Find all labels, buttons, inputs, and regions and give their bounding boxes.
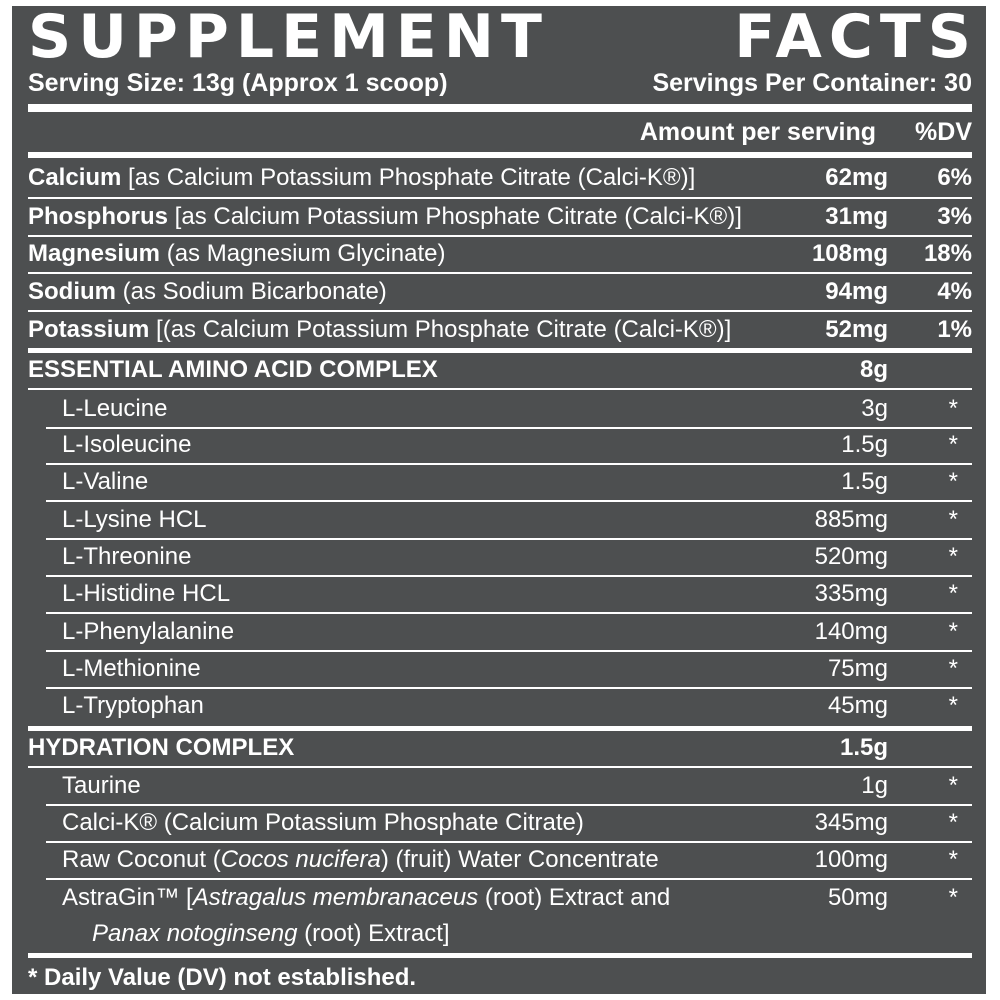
- name-part: (root) Extract and: [478, 884, 671, 911]
- ingredient-amount: 100mg: [814, 846, 888, 873]
- complex-name: ESSENTIAL AMINO ACID COMPLEX: [28, 356, 438, 383]
- amount-header: Amount per serving: [639, 118, 876, 146]
- ingredient-amount: 50mg: [827, 884, 888, 911]
- ingredient-name: L-Methionine: [62, 655, 201, 682]
- nutrient-amount: 94mg: [825, 278, 888, 305]
- ingredient-amount: 1.5g: [841, 431, 888, 458]
- nutrient-row-potassium: [28, 312, 972, 348]
- nutrient-source: (as Sodium Bicarbonate): [116, 278, 387, 305]
- ingredient-dv: *: [948, 846, 958, 873]
- ingredient-amount: 140mg: [814, 618, 888, 645]
- bottom-divider: [28, 953, 972, 958]
- name-part: AstraGin™ [: [62, 884, 193, 911]
- hydration-complex-row: [28, 730, 972, 766]
- ingredient-dv: *: [948, 506, 958, 533]
- ingredient-name: L-Valine: [62, 468, 149, 495]
- ingredient-dv: *: [948, 772, 958, 799]
- ingredient-dv: *: [948, 809, 958, 836]
- ingredient-dv: *: [948, 468, 958, 495]
- ingredient-row-astragin: [28, 880, 972, 952]
- ingredient-row: [28, 539, 972, 575]
- ingredient-row-coconut: [28, 842, 972, 878]
- nutrient-row-calcium: [28, 160, 972, 196]
- serving-size: Serving Size: 13g (Approx 1 scoop): [28, 69, 448, 97]
- nutrient-source: [(as Calcium Potassium Phosphate Citrate (Calci-K®)]: [149, 316, 732, 343]
- nutrient-dv: 18%: [923, 240, 972, 267]
- eaa-complex-row: [28, 352, 972, 388]
- footnote: * Daily Value (DV) not established.: [28, 964, 417, 991]
- nutrient-source: [as Calcium Potassium Phosphate Citrate (Calci-K®)]: [168, 203, 742, 230]
- nutrient-name: Potassium: [28, 316, 150, 343]
- supplement-facts-panel: [12, 2, 986, 994]
- ingredient-row: [28, 688, 972, 724]
- ingredient-name: L-Isoleucine: [62, 431, 192, 458]
- ingredient-amount: 345mg: [814, 809, 888, 836]
- ingredient-dv: *: [948, 692, 958, 719]
- ingredient-row-taurine: [28, 768, 972, 804]
- ingredient-dv: *: [948, 580, 958, 607]
- latin-name: Cocos nucifera: [220, 846, 381, 873]
- ingredient-amount: 1g: [861, 772, 888, 799]
- nutrient-name: Calcium: [28, 164, 122, 191]
- nutrient-dv: 1%: [937, 316, 972, 343]
- ingredient-dv: *: [948, 431, 958, 458]
- servings-per-container: Servings Per Container: 30: [652, 69, 972, 97]
- thick-divider: [28, 104, 972, 112]
- nutrient-source: (as Magnesium Glycinate): [160, 240, 446, 267]
- latin-name: Panax notoginseng: [92, 920, 298, 947]
- ingredient-amount: 520mg: [814, 543, 888, 570]
- nutrient-row-magnesium: [28, 236, 972, 272]
- ingredient-row: [28, 391, 972, 427]
- panel-title: SUPPLEMENT FACTS: [28, 2, 978, 72]
- ingredient-name: Calci-K® (Calcium Potassium Phosphate Citrate): [62, 809, 584, 836]
- complex-name: HYDRATION COMPLEX: [28, 734, 295, 761]
- dv-header: %DV: [915, 118, 972, 146]
- nutrient-dv: 6%: [937, 164, 972, 191]
- nutrient-name: Magnesium: [28, 240, 161, 267]
- nutrient-row-sodium: [28, 274, 972, 310]
- ingredient-row-calci-k: [28, 805, 972, 841]
- ingredient-dv: *: [948, 395, 958, 422]
- ingredient-name: L-Threonine: [62, 543, 192, 570]
- ingredient-dv: *: [948, 655, 958, 682]
- ingredient-row: [28, 651, 972, 687]
- nutrient-amount: 52mg: [825, 316, 888, 343]
- nutrient-dv: 4%: [937, 278, 972, 305]
- ingredient-amount: 885mg: [814, 506, 888, 533]
- complex-amount: 8g: [859, 356, 888, 383]
- name-part: ) (fruit) Water Concentrate: [380, 846, 659, 873]
- latin-name: Astragalus membranaceus: [192, 884, 479, 911]
- complex-amount: 1.5g: [839, 734, 888, 761]
- ingredient-name: L-Lysine HCL: [62, 506, 207, 533]
- ingredient-name: L-Phenylalanine: [62, 618, 235, 645]
- ingredient-amount: 335mg: [814, 580, 888, 607]
- ingredient-row: [28, 427, 972, 463]
- ingredient-name: L-Histidine HCL: [62, 580, 231, 607]
- ingredient-name: [62, 880, 670, 952]
- nutrient-name: Phosphorus: [28, 203, 169, 230]
- nutrient-amount: 62mg: [825, 164, 888, 191]
- nutrient-amount: 108mg: [811, 240, 888, 267]
- ingredient-name: [62, 842, 659, 878]
- name-part: Raw Coconut (: [62, 846, 221, 873]
- ingredient-row: [28, 614, 972, 650]
- row-divider: [28, 388, 972, 390]
- nutrient-name: Sodium: [28, 278, 116, 305]
- header-divider: [28, 152, 972, 158]
- nutrient-source: [as Calcium Potassium Phosphate Citrate (Calci-K®)]: [121, 164, 696, 191]
- ingredient-row: [28, 464, 972, 500]
- nutrient-dv: 3%: [937, 203, 972, 230]
- ingredient-dv: *: [948, 543, 958, 570]
- ingredient-row: [28, 576, 972, 612]
- name-part: (root) Extract]: [297, 920, 450, 947]
- ingredient-dv: *: [948, 618, 958, 645]
- ingredient-name: Taurine: [62, 772, 141, 799]
- ingredient-dv: *: [948, 884, 958, 911]
- ingredient-amount: 3g: [861, 395, 888, 422]
- ingredient-name: L-Leucine: [62, 395, 168, 422]
- nutrient-amount: 31mg: [825, 203, 888, 230]
- ingredient-amount: 45mg: [827, 692, 888, 719]
- ingredient-name: L-Tryptophan: [62, 692, 204, 719]
- nutrient-row-phosphorus: [28, 199, 972, 235]
- ingredient-amount: 75mg: [827, 655, 888, 682]
- ingredient-amount: 1.5g: [841, 468, 888, 495]
- ingredient-row: [28, 502, 972, 538]
